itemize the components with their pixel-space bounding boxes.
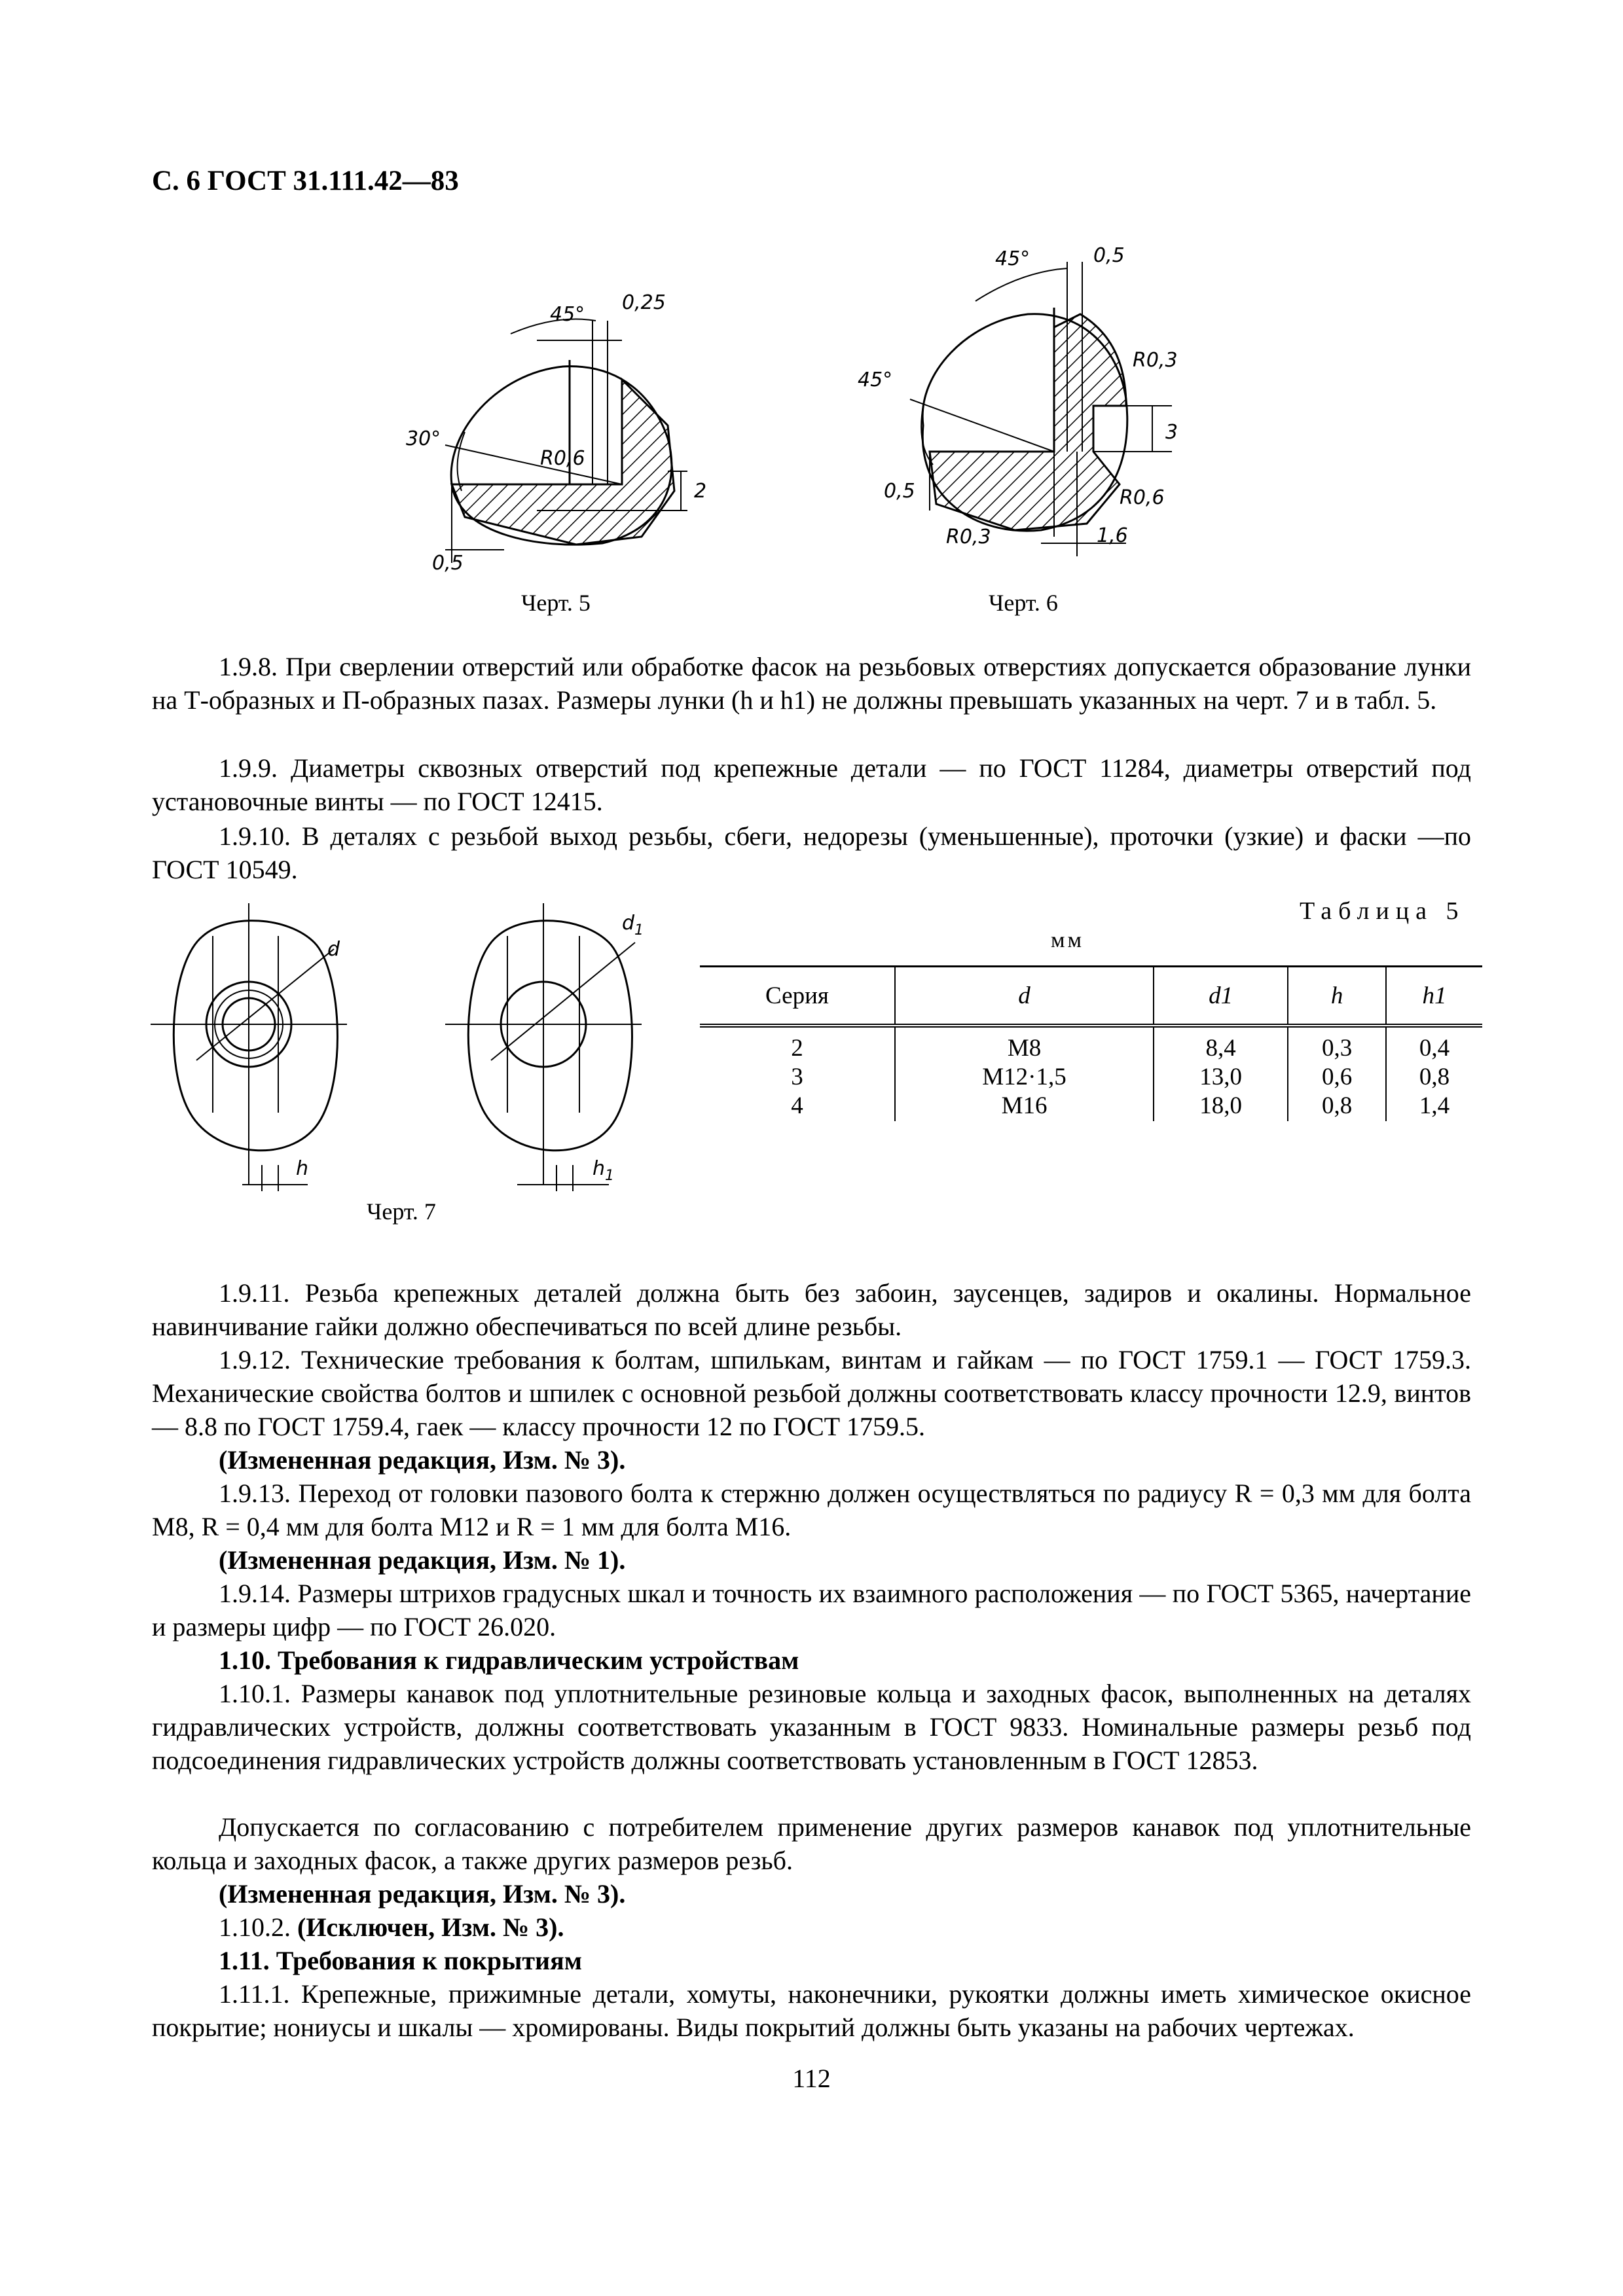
fig7-label-h: h bbox=[296, 1157, 309, 1180]
fig6-dim-16: 1,6 bbox=[1097, 524, 1128, 547]
table-cell: 2 3 4 bbox=[791, 1035, 803, 1119]
figure-6-caption: Черт. 6 bbox=[989, 590, 1058, 616]
table-header: d1 bbox=[1154, 967, 1288, 1026]
fig7-label-d: d bbox=[327, 938, 340, 961]
fig6-radius-03-top: R0,3 bbox=[1133, 349, 1178, 372]
paragraph-1-9-10: 1.9.10. В деталях с резьбой выход резьбы, сбеги, недорезы (уменьшенные), проточки (узкие) и фаски —по ГОСТ 10549. bbox=[152, 821, 1471, 884]
fig6-dim-05-left: 0,5 bbox=[884, 480, 915, 503]
revision-note: (Измененная редакция, Изм. № 1). bbox=[219, 1545, 626, 1575]
fig5-radius-06: R0,6 bbox=[540, 447, 585, 470]
paragraph-1-10-1-cont: Допускается по согласованию с потребителем применение других размеров канавок под уплотнительные кольца и заходных фасок, а также других размеров резьб. bbox=[152, 1812, 1471, 1875]
paragraph-1-9-9: 1.9.9. Диаметры сквозных отверстий под крепежные детали — по ГОСТ 11284, диаметры отверстий под установочные винты — по ГОСТ 12415. bbox=[152, 753, 1471, 816]
revision-note: (Измененная редакция, Изм. № 3). bbox=[219, 1445, 626, 1475]
figure-7-drawing bbox=[151, 897, 674, 1191]
paragraph-1-9-11: 1.9.11. Резьба крепежных деталей должна быть без забоин, заусенцев, задиров и окалины. Нормальное навинчивание гайки должно обеспечиваться по всей длине резьбы. bbox=[152, 1278, 1471, 1341]
paragraph-1-10-1: 1.10.1. Размеры канавок под уплотнительные резиновые кольца и заходных фасок, выполненных на деталях гидравлических устройств, должны соответствовать указанным в ГОСТ 9833. Номинальные размеры резьб под подсоединения гидравлических устройств должны соответствовать установленным в ГОСТ 12853. bbox=[152, 1679, 1471, 1775]
paragraph-1-9-14: 1.9.14. Размеры штрихов градусных шкал и точность их взаимного расположения — по ГОСТ 5365, начертание и размеры цифр — по ГОСТ 26.020. bbox=[152, 1579, 1471, 1641]
fig5-dim-05: 0,5 bbox=[432, 552, 464, 575]
table-header: h bbox=[1288, 967, 1386, 1026]
paragraph-1-9-12: 1.9.12. Технические требования к болтам, шпилькам, винтам и гайкам — по ГОСТ 1759.1 — ГОСТ 1759.3. Механические свойства болтов и шпилек с основной резьбой должны соответствовать классу прочности 12.9, винтов — 8.8 по ГОСТ 1759.4, гаек — классу прочности 12 по ГОСТ 1759.5. bbox=[152, 1345, 1471, 1441]
fig5-dim-025: 0,25 bbox=[622, 291, 666, 314]
table-header: h1 bbox=[1386, 967, 1482, 1026]
table-header: d bbox=[895, 967, 1154, 1026]
fig6-radius-03-bottom: R0,3 bbox=[946, 526, 991, 548]
fig6-radius-06: R0,6 bbox=[1120, 486, 1165, 509]
fig5-angle-45: 45° bbox=[550, 303, 585, 326]
table-row bbox=[700, 1026, 1482, 1121]
fig6-dim-05-top: 0,5 bbox=[1093, 244, 1125, 267]
fig7-label-d1: $d_1$ bbox=[622, 912, 644, 939]
fig5-angle-30: 30° bbox=[406, 427, 441, 450]
table-5-units: мм bbox=[1051, 928, 1085, 952]
table-header: Серия bbox=[700, 967, 895, 1026]
table-cell: 8,4 13,0 18,0 bbox=[1154, 1026, 1288, 1121]
fig7-label-h1: $h_1$ bbox=[593, 1157, 615, 1184]
paragraph-1-10-2: 1.10.2. (Исключен, Изм. № 3). bbox=[219, 1912, 564, 1942]
fig5-dim-2: 2 bbox=[694, 480, 707, 503]
figure-5-drawing bbox=[406, 275, 746, 583]
page-number: 112 bbox=[792, 2064, 831, 2093]
table-5-title: Таблица 5 bbox=[1300, 897, 1465, 925]
section-heading-1-10: 1.10. Требования к гидравлическим устройствам bbox=[219, 1645, 799, 1675]
paragraph-1-9-13: 1.9.13. Переход от головки пазового болта к стержню должен осуществляться по радиусу R = 0,3 мм для болта M8, R = 0,4 мм для болта M12 и R = 1 мм для болта M16. bbox=[152, 1479, 1471, 1541]
table-cell: 0,3 0,6 0,8 bbox=[1288, 1026, 1386, 1121]
figure-6-drawing bbox=[845, 236, 1211, 569]
fig6-dim-3: 3 bbox=[1165, 421, 1178, 444]
table-5 bbox=[700, 965, 1482, 1121]
paragraph-1-11-1: 1.11.1. Крепежные, прижимные детали, хомуты, наконечники, рукоятки должны иметь химическое окисное покрытие; нониусы и шкалы — хромированы. Виды покрытий должны быть указаны на рабочих чертежах. bbox=[152, 1979, 1471, 2042]
fig6-angle-45-top: 45° bbox=[995, 247, 1030, 270]
table-cell: M8 M12·1,5 M16 bbox=[895, 1026, 1154, 1121]
page-header: С. 6 ГОСТ 31.111.42—83 bbox=[152, 166, 459, 196]
figure-5-caption: Черт. 5 bbox=[521, 590, 591, 616]
revision-note: (Измененная редакция, Изм. № 3). bbox=[219, 1879, 626, 1909]
paragraph-1-9-8: 1.9.8. При сверлении отверстий или обработке фасок на резьбовых отверстиях допускается образование лунки на Т-образных и П-образных пазах. Размеры лунки (h и h1) не должны превышать указанных на черт. 7 и в табл. 5. bbox=[152, 652, 1471, 715]
section-heading-1-11: 1.11. Требования к покрытиям bbox=[219, 1946, 582, 1975]
table-cell: 0,4 0,8 1,4 bbox=[1386, 1026, 1482, 1121]
fig6-angle-45-left: 45° bbox=[858, 368, 893, 391]
figure-7-caption: Черт. 7 bbox=[367, 1198, 436, 1225]
